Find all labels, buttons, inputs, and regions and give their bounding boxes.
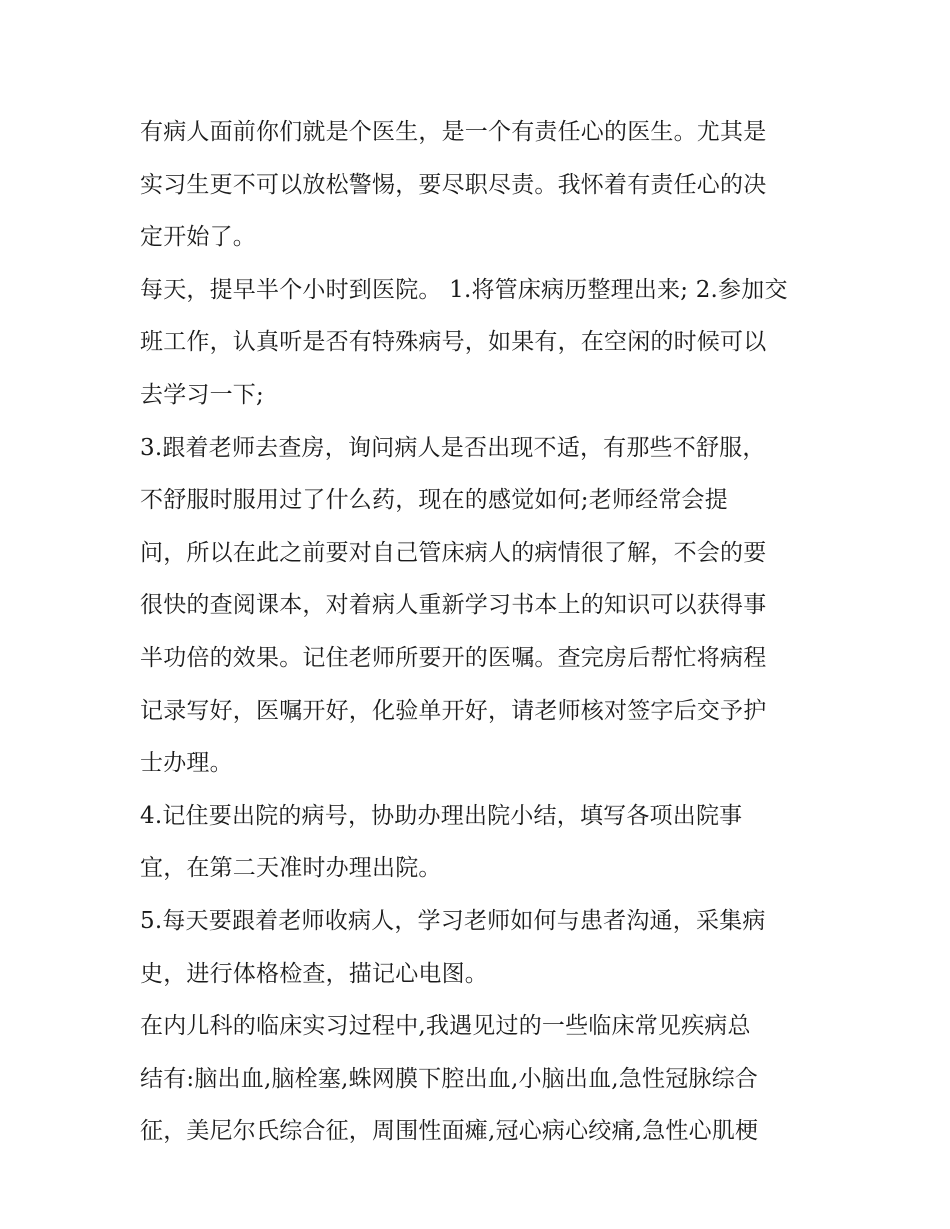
text-line: 有病人面前你们就是个医生，是一个有责任心的医生。尤其是 [140, 119, 767, 145]
text-line: 4.记住要出院的病号，协助办理出院小结，填写各项出院事 [140, 802, 743, 829]
text-line: 征，美尼尔氏综合征，周围性面瘫,冠心病心绞痛,急性心肌梗 [140, 1118, 759, 1145]
text-line: 结有:脑出血,脑栓塞,蛛网膜下腔出血,小脑出血,急性冠脉综合 [140, 1065, 758, 1092]
text-line: 问，所以在此之前要对自己管床病人的病情很了解，不会的要 [140, 539, 767, 566]
text-line: 去学习一下; [140, 381, 264, 408]
text-line: 实习生更不可以放松警惕，要尽职尽责。我怀着有责任心的决 [140, 171, 767, 198]
text-line: 宜，在第二天准时办理出院。 [140, 855, 442, 882]
text-line: 不舒服时服用过了什么药，现在的感觉如何;老师经常会提 [140, 487, 728, 514]
text-line: 很快的查阅课本，对着病人重新学习书本上的知识可以获得事 [140, 592, 767, 619]
text-line: 士办理。 [140, 750, 233, 777]
text-line: 每天，提早半个小时到医院。 1.将管床病历整理出来; 2.参加交 [140, 276, 788, 303]
text-line: 半功倍的效果。记住老师所要开的医嘱。查完房后帮忙将病程 [140, 644, 767, 671]
text-line: 史，进行体格检查，描记心电图。 [140, 960, 488, 987]
text-line: 在内儿科的临床实习过程中,我遇见过的一些临床常见疾病总 [140, 1013, 751, 1040]
text-line: 班工作，认真听是否有特殊病号，如果有，在空闲的时候可以 [140, 329, 767, 356]
document-body [140, 106, 830, 1158]
text-line: 5.每天要跟着老师收病人，学习老师如何与患者沟通，采集病 [140, 907, 766, 934]
text-line: 记录写好，医嘱开好，化验单开好，请老师核对签字后交予护 [140, 697, 767, 724]
text-line: 定开始了。 [140, 224, 256, 251]
text-line: 3.跟着老师去查房，询问病人是否出现不适，有那些不舒服， [140, 434, 766, 461]
